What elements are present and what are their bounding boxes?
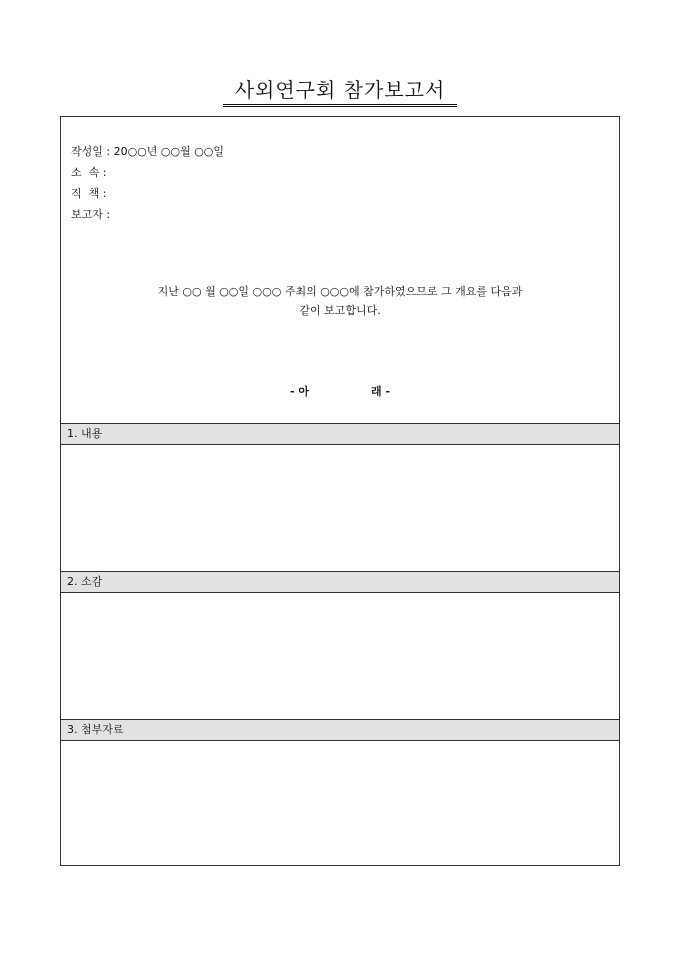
title-area [0, 78, 680, 107]
intro-line-1: 지난 ○○ 월 ○○일 ○○○ 주최의 ○○○에 참가하였으므로 그 개요를 다음과 [157, 285, 523, 298]
below-heading [61, 383, 619, 399]
section-body-impressions[interactable] [61, 593, 619, 719]
section-header-attachments: 3. 첨부자료 [61, 719, 619, 741]
meta-block [71, 141, 224, 225]
intro-line-2: 같이 보고합니다. [299, 304, 381, 317]
report-form [60, 116, 620, 866]
section-body-content[interactable] [61, 445, 619, 571]
affiliation-line: 소 속 : [71, 166, 107, 179]
section-header-impressions: 2. 소감 [61, 571, 619, 593]
intro-paragraph [61, 282, 619, 320]
section-header-content: 1. 내용 [61, 423, 619, 445]
below-heading-right: 래 - [371, 385, 391, 398]
below-heading-left: - 아 [289, 385, 309, 398]
reporter-line: 보고자 : [71, 208, 111, 221]
document-title: 사외연구회 참가보고서 [223, 78, 458, 107]
position-line: 직 책 : [71, 187, 107, 200]
section-body-attachments[interactable] [61, 741, 619, 865]
date-line: 작성일 : 20○○년 ○○월 ○○일 [71, 145, 225, 158]
